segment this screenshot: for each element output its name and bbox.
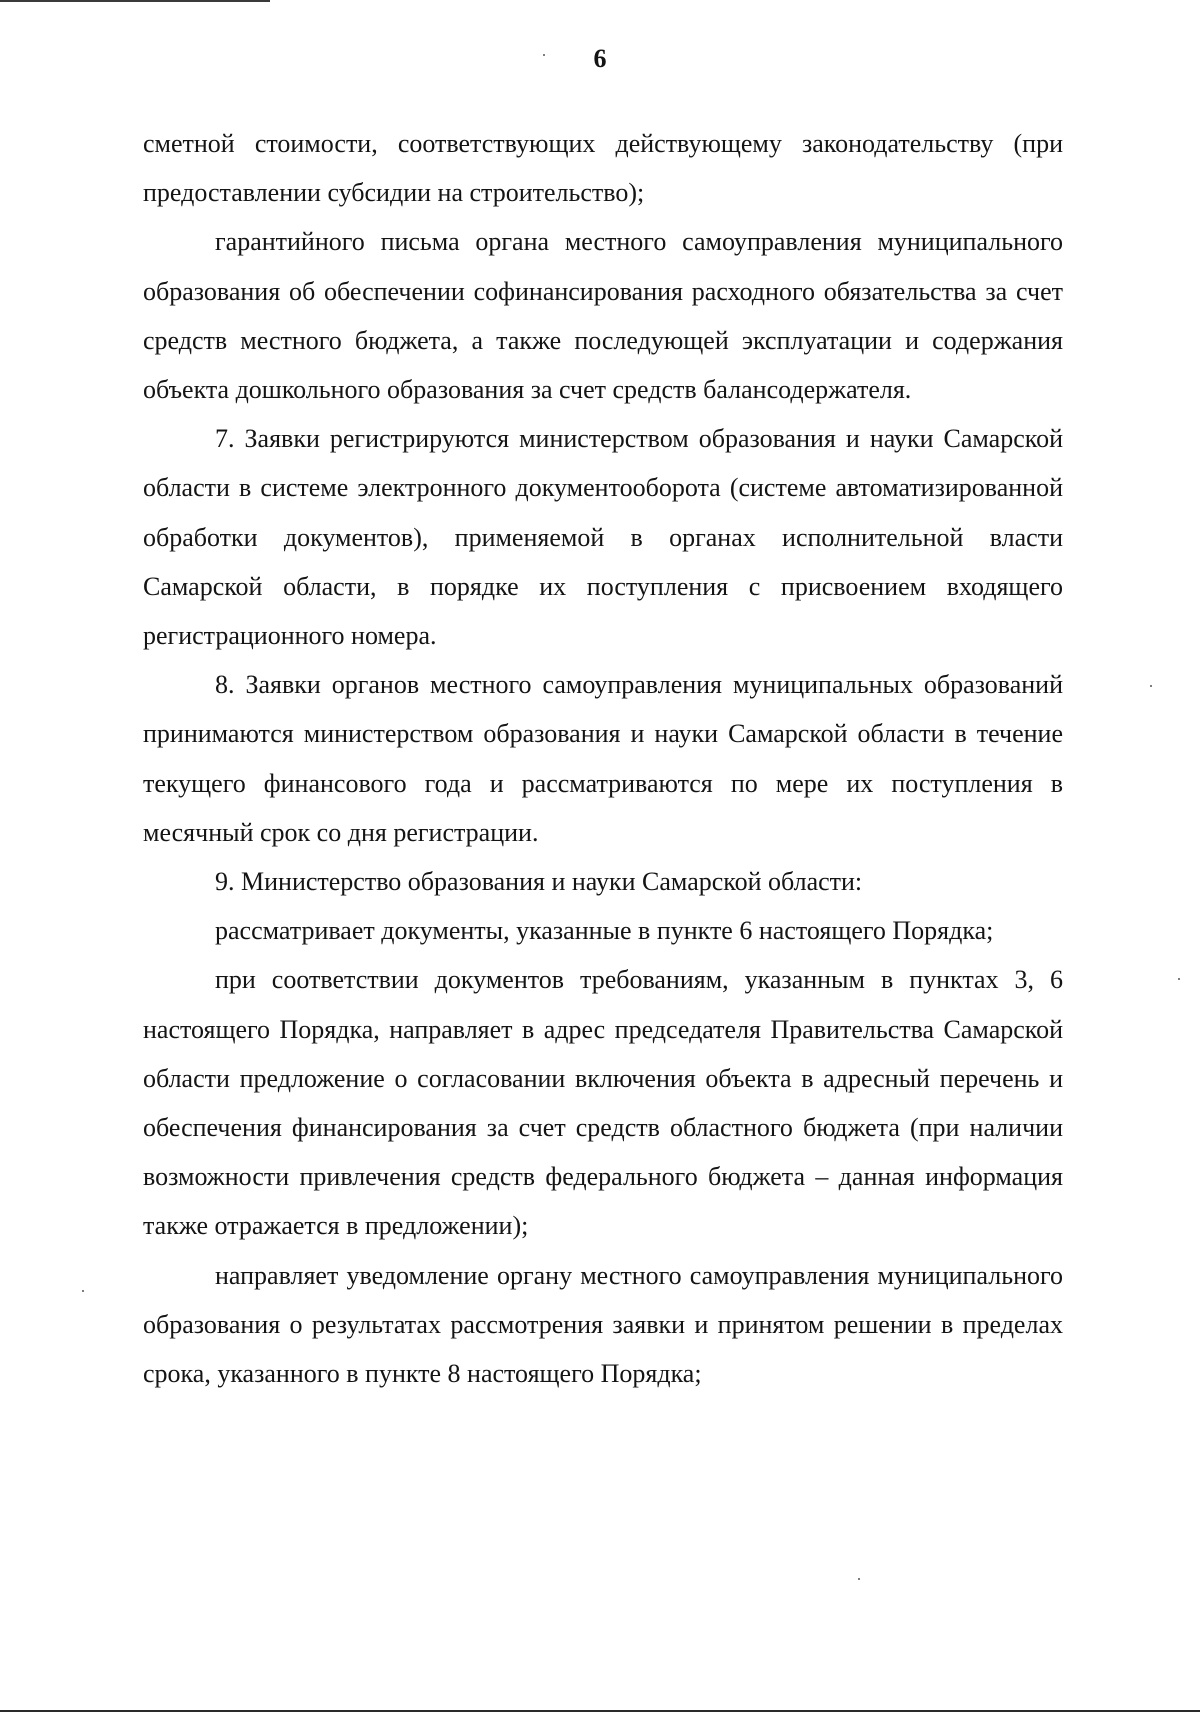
- paragraph: рассматривает документы, указанные в пункте 6 настоящего Порядка;: [215, 916, 994, 946]
- scan-speck: [1150, 685, 1152, 687]
- paragraph: при соответствии документов требованиям, указанным в пунктах 3, 6 настоящего Порядка, направляет в адрес председателя Правительства Самарской области предложение о согласовании включения объекта в адресный перечень и обеспечения финансирования за счет средств областного бюджета (при наличии возможности привлечения средств федерального бюджета – данная информация также отражается в предложении);: [143, 965, 1063, 1241]
- scan-speck: [543, 54, 545, 56]
- scan-speck: [82, 1290, 84, 1292]
- paragraph: 8. Заявки органов местного самоуправления муниципальных образований принимаются министерством образования и науки Самарской области в течение текущего финансового года и рассматриваются по мере их поступления в месячный срок со дня регистрации.: [143, 670, 1063, 847]
- document-body: [143, 119, 1063, 1398]
- scan-edge-bottom: [0, 1710, 1200, 1712]
- paragraph: сметной стоимости, соответствующих действующему законодательству (при предоставлении субсидии на строительство);: [143, 129, 1063, 208]
- scan-speck: [858, 1578, 860, 1580]
- page-number: 6: [593, 44, 607, 73]
- scan-speck: [1178, 978, 1180, 980]
- paragraph: гарантийного письма органа местного самоуправления муниципального образования об обеспечении софинансирования расходного обязательства за счет средств местного бюджета, а также последующей эксплуатации и содержания объекта дошкольного образования за счет средств балансодержателя.: [143, 227, 1063, 405]
- paragraph: 7. Заявки регистрируются министерством образования и науки Самарской области в системе электронного документооборота (системе автоматизированной обработки документов), применяемой в органах исполнительной власти Самарской области, в порядке их поступления с присвоением входящего регистрационного номера.: [143, 424, 1063, 651]
- paragraph: направляет уведомление органу местного самоуправления муниципального образования о результатах рассмотрения заявки и принятом решении в пределах срока, указанного в пункте 8 настоящего Порядка;: [143, 1260, 1063, 1389]
- paragraph: 9. Министерство образования и науки Самарской области:: [215, 867, 863, 897]
- scan-edge-top: [0, 0, 270, 2]
